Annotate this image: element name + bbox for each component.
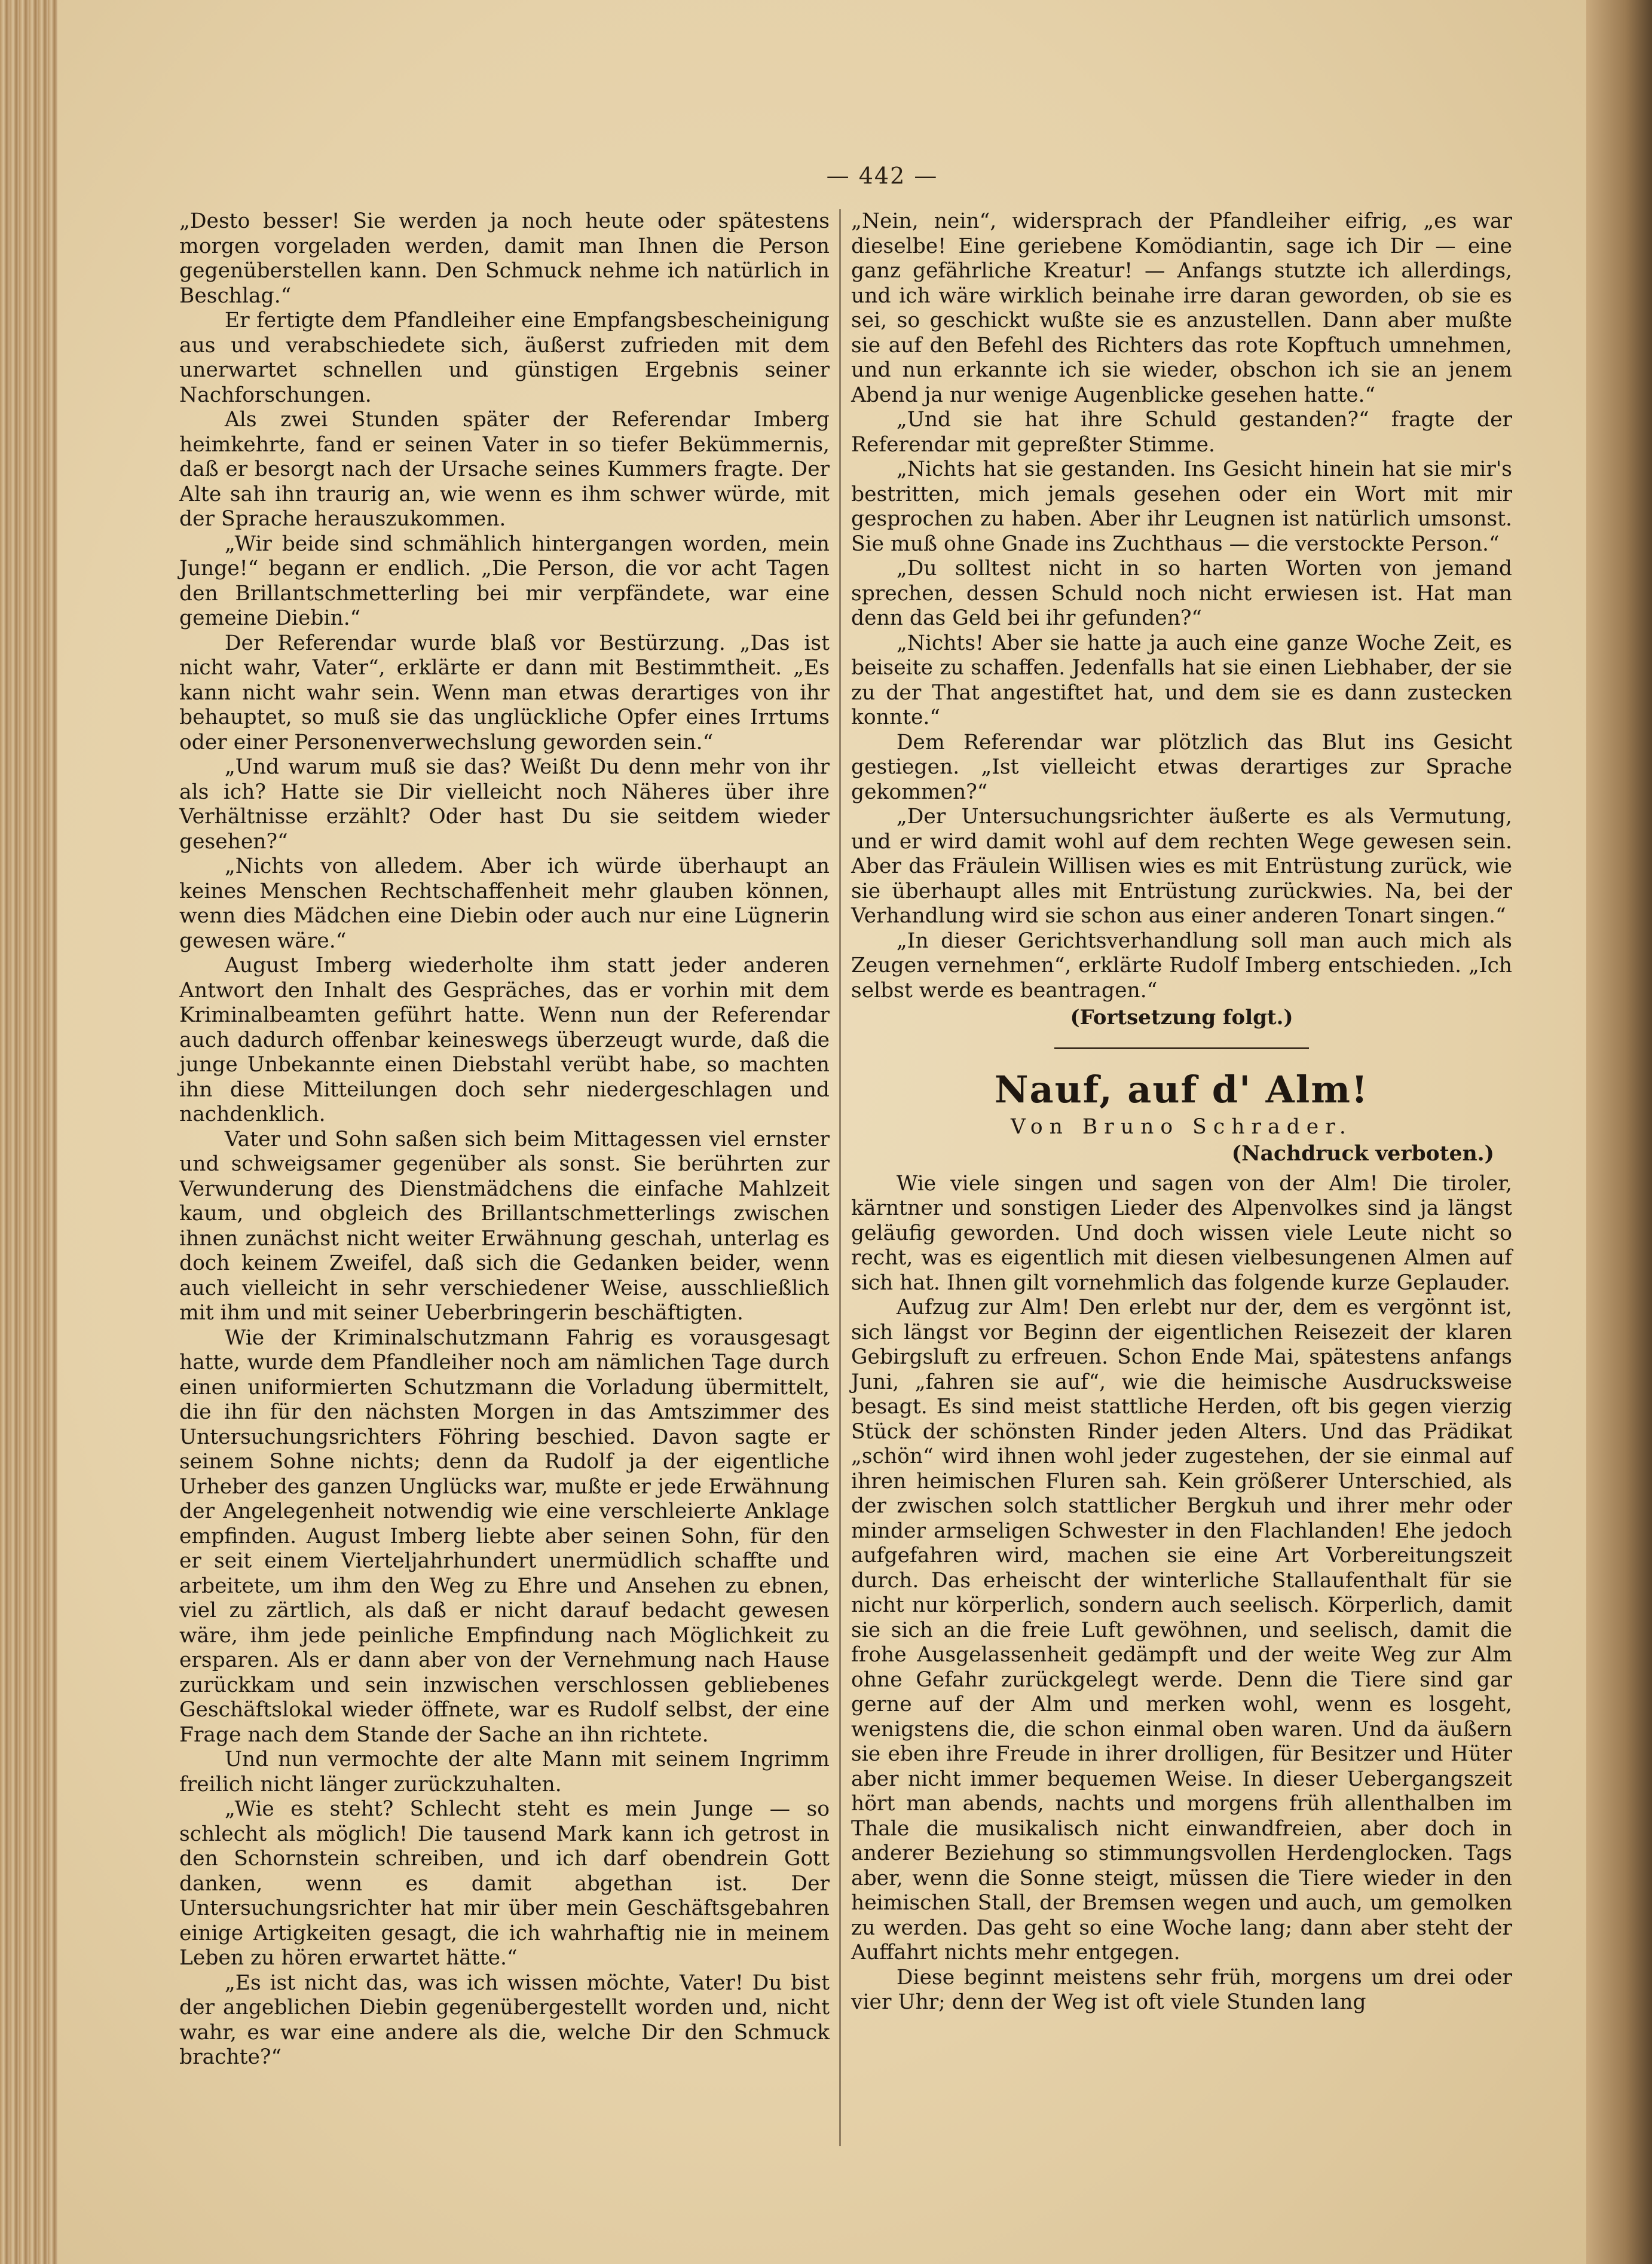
book-binding-shadow	[1586, 0, 1652, 2264]
left-column	[179, 209, 830, 2070]
paragraph: „Nichts hat sie gestanden. Ins Gesicht hinein hat sie mir's bestritten, mich jemals gesehen oder ein Wort mit mir gesprochen zu haben. Aber ihr Leugnen ist natürlich umsonst. Sie muß ohne Gnade ins Zuchthaus — die verstockte Person.“	[851, 457, 1512, 556]
column-divider	[839, 209, 841, 2146]
article-title: Nauf, auf d' Alm!	[994, 1067, 1369, 1111]
paragraph: „Nichts! Aber sie hatte ja auch eine ganze Woche Zeit, es beiseite zu schaffen. Jedenfalls hat sie einen Liebhaber, der sie zu der That angestiftet hat, und dem sie es dann zustecken konnte.“	[851, 631, 1512, 729]
paragraph: „In dieser Gerichtsverhandlung soll man auch mich als Zeugen vernehmen“, erklärte Rudolf Imberg entschieden. „Ich selbst werde es beantragen.“	[851, 928, 1512, 1003]
paragraph: „Du solltest nicht in so harten Worten von jemand sprechen, dessen Schuld noch nicht erwiesen ist. Hat man denn das Geld bei ihr gefunden?“	[851, 557, 1512, 630]
paragraph: „Und warum muß sie das? Weißt Du denn mehr von ihr als ich? Hatte sie Dir vielleicht noch Näheres über ihre Verhältnisse erzählt? Oder hast Du sie seitdem wieder gesehen?“	[179, 755, 830, 854]
article-paragraph: Diese beginnt meistens sehr früh, morgens um drei oder vier Uhr; denn der Weg ist oft viele Stunden lang	[851, 1965, 1512, 2014]
page-number: — 442 —	[826, 163, 938, 189]
paragraph: „Wir beide sind schmählich hintergangen worden, mein Junge!“ begann er endlich. „Die Person, die vor acht Tagen den Brillantschmetterling bei mir verpfändete, war eine gemeine Diebin.“	[179, 531, 830, 630]
paragraph: Wie der Kriminalschutzmann Fahrig es vorausgesagt hatte, wurde dem Pfandleiher noch am nämlichen Tage durch einen uniformierten Schutzmann die Vorladung übermittelt, die ihn für den nächsten Morgen in das Amtszimmer des Untersuchungsrichters Föhring beschied. Davon sagte er seinem Sohne nichts; denn da Rudolf ja der eigentliche Urheber des ganzen Unglücks war, mußte er jede Erwähnung der Angelegenheit notwendig wie eine verschleierte Anklage empfinden. August Imberg liebte aber seinen Sohn, für den er seit einem Vierteljahrhundert unermüdlich schaffte und arbeitete, um ihm den Weg zu Ehre und Ansehen zu ebnen, viel zu zärtlich, als daß er nicht darauf bedacht gewesen wäre, ihm jede peinliche Empfindung nach Möglichkeit zu ersparen. Als er dann aber von der Vernehmung nach Hause zurückkam und sein inzwischen verschlossen gebliebenes Geschäftslokal wieder öffnete, war es Rudolf selbst, der eine Frage nach dem Stande der Sache an ihn richtete.	[179, 1325, 830, 1747]
article-paragraph: Wie viele singen und sagen von der Alm! Die tiroler, kärntner und sonstigen Lieder des Alpenvolkes sind ja längst geläufig geworden. Und doch wissen viele Leute nicht so recht, was es eigentlich mit diesen vielbesungenen Almen auf sich hat. Ihnen gilt vornehmlich das folgende kurze Geplauder.	[851, 1171, 1512, 1295]
paragraph: Dem Referendar war plötzlich das Blut ins Gesicht gestiegen. „Ist vielleicht etwas derartiges zur Sprache gekommen?“	[851, 730, 1512, 804]
paragraph: Als zwei Stunden später der Referendar Imberg heimkehrte, fand er seinen Vater in so tiefer Bekümmernis, daß er besorgt nach der Ursache seines Kummers fragte. Der Alte sah ihn traurig an, wie wenn es ihm schwer würde, mit der Sprache herauszukommen.	[179, 408, 830, 531]
article-byline: Von Bruno Schrader.	[1011, 1114, 1353, 1139]
paragraph: Und nun vermochte der alte Mann mit seinem Ingrimm freilich nicht länger zurückzuhalten.	[179, 1747, 830, 1796]
section-rule	[1054, 1047, 1309, 1049]
right-column	[851, 209, 1512, 2015]
paragraph: „Nichts von alledem. Aber ich würde überhaupt an keines Menschen Rechtschaffenheit mehr glauben können, wenn dies Mädchen eine Diebin oder auch nur eine Lügnerin gewesen wäre.“	[179, 854, 830, 953]
paragraph: Der Referendar wurde blaß vor Bestürzung. „Das ist nicht wahr, Vater“, erklärte er dann mit Bestimmtheit. „Es kann nicht wahr sein. Wenn man etwas derartiges von ihr behauptet, so muß sie das unglückliche Opfer eines Irrtums oder einer Personenverwechslung geworden sein.“	[179, 631, 830, 754]
paragraph: „Es ist nicht das, was ich wissen möchte, Vater! Du bist der angeblichen Diebin gegenübergestellt worden und, nicht wahr, es war eine andere als die, welche Dir den Schmuck brachte?“	[179, 1970, 830, 2069]
article-paragraph: Aufzug zur Alm! Den erlebt nur der, dem es vergönnt ist, sich längst vor Beginn der eigentlichen Reisezeit der klaren Gebirgsluft zu erfreuen. Schon Ende Mai, spätestens anfangs Juni, „fahren sie auf“, wie die heimische Ausdrucksweise besagt. Es sind meist stattliche Herden, oft bis gegen vierzig Stück der schönsten Rinder jeden Alters. Und das Prädikat „schön“ wird ihnen wohl jeder zugestehen, der sie einmal auf ihren heimischen Fluren sah. Kein größerer Unterschied, als der zwischen solch stattlicher Bergkuh und ihrer mehr oder minder armseligen Schwester in den Flachlanden! Ehe jedoch aufgefahren wird, machen sie eine Art Vorbereitungszeit durch. Das erheischt der winterliche Stallaufenthalt für sie nicht nur körperlich, sondern auch seelisch. Körperlich, damit sie sich an die freie Luft gewöhnen, und seelisch, damit die frohe Ausgelassenheit gedämpft und der weite Weg zur Alm ohne Gefahr zurückgelegt werde. Denn die Tiere sind gar gerne auf der Alm und merken wohl, wenn es losgeht, wenigstens die, die schon einmal oben waren. Und da äußern sie eben ihre Freude in ihrer drolligen, für Besitzer und Hüter aber nicht immer bequemen Weise. In dieser Uebergangszeit hört man abends, nachts und morgens früh allenthalben im Thale die musikalisch nicht einwandfreien, aber doch in anderer Beziehung so stimmungsvollen Herdenglocken. Tags aber, wenn die Sonne steigt, müssen die Tiere wieder in den heimischen Stall, der Bremsen wegen und auch, um gemolken zu werden. Das geht so eine Woche lang; dann aber steht der Auffahrt nichts mehr entgegen.	[851, 1296, 1512, 1964]
paragraph: „Wie es steht? Schlecht steht es mein Junge — so schlecht als möglich! Die tausend Mark kann ich getrost in den Schornstein schreiben, und ich darf obendrein Gott danken, wenn es damit abgethan ist. Der Untersuchungsrichter hat mir über mein Geschäftsgebahren einige Artigkeiten gesagt, die ich wahrhaftig nie in meinem Leben zu hören erwartet hätte.“	[179, 1797, 830, 1970]
paragraph: „Und sie hat ihre Schuld gestanden?“ fragte der Referendar mit gepreßter Stimme.	[851, 408, 1512, 457]
paragraph: August Imberg wiederholte ihm statt jeder anderen Antwort den Inhalt des Gespräches, das er vorhin mit dem Kriminalbeamten geführt hatte. Wenn nun der Referendar auch dadurch offenbar keineswegs überzeugt wurde, daß die junge Unbekannte einen Diebstahl verübt habe, so machten ihn diese Mitteilungen doch sehr niedergeschlagen und nachdenklich.	[179, 954, 830, 1126]
paragraph: „Nein, nein“, widersprach der Pfandleiher eifrig, „es war dieselbe! Eine geriebene Komödiantin, sage ich Dir — eine ganz gefährliche Kreatur! — Anfangs stutzte ich allerdings, und ich wäre wirklich beinahe irre daran geworden, ob sie es sei, so geschickt wußte sie es anzustellen. Dann aber mußte sie auf den Befehl des Richters das rote Kopftuch umnehmen, und nun erkannte ich sie wieder, obschon ich sie an jenem Abend ja nur wenige Augenblicke gesehen hatte.“	[851, 209, 1512, 407]
paragraph: Vater und Sohn saßen sich beim Mittagessen viel ernster und schweigsamer gegenüber als sonst. Sie berührten zur Verwunderung des Dienstmädchens die einfache Mahlzeit kaum, und obgleich des Brillantschmetterlings zwischen ihnen zunächst nicht weiter Erwähnung geschah, unterlag es doch keinem Zweifel, daß sich die Gedanken beider, wenn auch vielleicht in sehr verschiedener Weise, ausschließlich mit ihm und mit seiner Ueberbringerin beschäftigten.	[179, 1127, 830, 1325]
continued-label: (Fortsetzung folgt.)	[1070, 1006, 1293, 1029]
paragraph: „Der Untersuchungsrichter äußerte es als Vermutung, und er wird damit wohl auf dem rechten Wege gewesen sein. Aber das Fräulein Willisen wies es mit Entrüstung zurück, wie sie überhaupt alles mit Entrüstung zurückwies. Na, bei der Verhandlung wird sie schon aus einer anderen Tonart singen.“	[851, 805, 1512, 928]
reprint-note: (Nachdruck verboten.)	[1231, 1142, 1494, 1166]
paragraph: „Desto besser! Sie werden ja noch heute oder spätestens morgen vorgeladen werden, damit man Ihnen die Person gegenüberstellen kann. Den Schmuck nehme ich natürlich in Beschlag.“	[179, 209, 830, 308]
paragraph: Er fertigte dem Pfandleiher eine Empfangsbescheinigung aus und verabschiedete sich, äußerst zufrieden mit dem unerwartet schnellen und günstigen Ergebnis seiner Nachforschungen.	[179, 308, 830, 407]
book-page-edges	[0, 0, 57, 2264]
